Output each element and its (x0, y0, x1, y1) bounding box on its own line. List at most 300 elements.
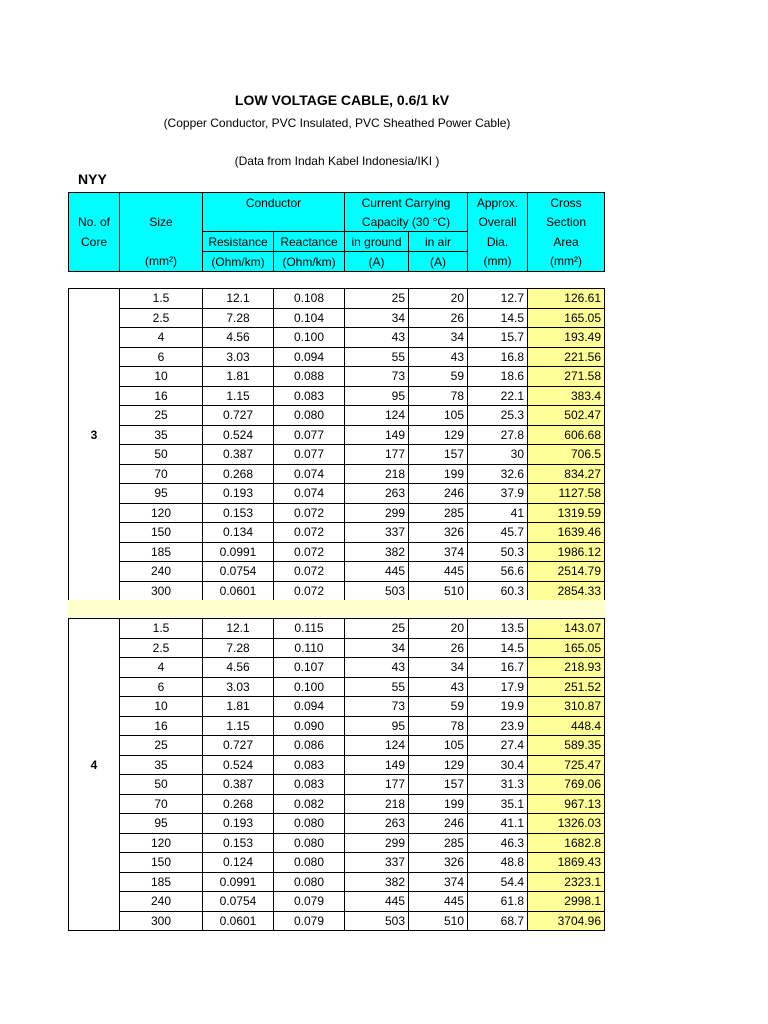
cell-core (69, 289, 120, 309)
header-in-ground-unit: (A) (345, 252, 409, 272)
cell-in-air: 20 (409, 619, 468, 639)
cell-reactance: 0.100 (274, 677, 345, 697)
cell-in-ground: 73 (345, 697, 409, 717)
cell-cross-section: 165.05 (528, 308, 605, 328)
cell-size: 10 (120, 697, 203, 717)
cell-size: 25 (120, 736, 203, 756)
cell-in-air: 59 (409, 697, 468, 717)
cell-cross-section: 165.05 (528, 638, 605, 658)
cell-core (69, 347, 120, 367)
table-row (69, 406, 605, 426)
table-row (69, 581, 605, 601)
cell-resistance: 7.28 (203, 638, 274, 658)
cell-core (69, 386, 120, 406)
cell-cross-section: 2854.33 (528, 581, 605, 601)
cell-resistance: 0.524 (203, 425, 274, 445)
table-row (69, 308, 605, 328)
cell-overall-dia: 45.7 (468, 523, 528, 543)
cell-in-air: 34 (409, 328, 468, 348)
cell-in-air: 445 (409, 892, 468, 912)
cell-size: 240 (120, 892, 203, 912)
cell-overall-dia: 54.4 (468, 872, 528, 892)
cell-in-ground: 445 (345, 892, 409, 912)
cell-resistance: 0.153 (203, 503, 274, 523)
cell-cross-section: 769.06 (528, 775, 605, 795)
cell-in-ground: 299 (345, 503, 409, 523)
cell-core (69, 581, 120, 601)
cell-reactance: 0.080 (274, 853, 345, 873)
cell-resistance: 0.268 (203, 464, 274, 484)
cell-in-ground: 149 (345, 425, 409, 445)
cell-overall-dia: 27.4 (468, 736, 528, 756)
cell-cross-section: 502.47 (528, 406, 605, 426)
cell-in-ground: 177 (345, 445, 409, 465)
cell-core (69, 697, 120, 717)
cell-size: 35 (120, 755, 203, 775)
cell-resistance: 4.56 (203, 658, 274, 678)
page-subtitle: (Copper Conductor, PVC Insulated, PVC Sheathed Power Cable) (163, 116, 511, 130)
cell-in-air: 326 (409, 853, 468, 873)
cell-in-ground: 73 (345, 367, 409, 387)
cell-in-ground: 43 (345, 328, 409, 348)
cell-size: 10 (120, 367, 203, 387)
header-table (68, 192, 605, 272)
cell-in-ground: 124 (345, 406, 409, 426)
cell-in-ground: 95 (345, 716, 409, 736)
cell-overall-dia: 15.7 (468, 328, 528, 348)
cell-in-air: 26 (409, 308, 468, 328)
header-dia: Dia. (468, 232, 528, 252)
cell-core (69, 853, 120, 873)
cell-cross-section: 2323.1 (528, 872, 605, 892)
cell-core (69, 736, 120, 756)
cell-reactance: 0.072 (274, 523, 345, 543)
cell-size: 2.5 (120, 638, 203, 658)
cell-overall-dia: 19.9 (468, 697, 528, 717)
cell-cross-section: 383.4 (528, 386, 605, 406)
header-in-ground: in ground (345, 232, 409, 252)
cell-in-ground: 55 (345, 347, 409, 367)
cell-reactance: 0.072 (274, 562, 345, 582)
cell-resistance: 0.0754 (203, 562, 274, 582)
cell-in-ground: 34 (345, 638, 409, 658)
cell-overall-dia: 12.7 (468, 289, 528, 309)
cell-in-air: 374 (409, 872, 468, 892)
cell-reactance: 0.094 (274, 697, 345, 717)
cell-cross-section: 1682.8 (528, 833, 605, 853)
cell-core (69, 794, 120, 814)
cell-in-ground: 382 (345, 872, 409, 892)
cell-size: 120 (120, 833, 203, 853)
table-row (69, 425, 605, 445)
cell-size: 16 (120, 716, 203, 736)
cell-resistance: 1.81 (203, 697, 274, 717)
table-row (69, 503, 605, 523)
cell-in-air: 34 (409, 658, 468, 678)
header-resistance-unit: (Ohm/km) (203, 252, 274, 272)
table-name: NYY (78, 171, 107, 187)
cell-reactance: 0.079 (274, 911, 345, 931)
cell-overall-dia: 60.3 (468, 581, 528, 601)
cell-in-ground: 337 (345, 523, 409, 543)
header-cell (69, 252, 120, 272)
cell-cross-section: 834.27 (528, 464, 605, 484)
cell-in-ground: 263 (345, 484, 409, 504)
cell-cross-section: 221.56 (528, 347, 605, 367)
cell-reactance: 0.108 (274, 289, 345, 309)
table-row (69, 911, 605, 931)
cell-size: 4 (120, 658, 203, 678)
header-overall: Overall (468, 212, 528, 232)
cell-overall-dia: 25.3 (468, 406, 528, 426)
cell-cross-section: 1319.59 (528, 503, 605, 523)
cell-resistance: 0.134 (203, 523, 274, 543)
cell-resistance: 0.153 (203, 833, 274, 853)
cell-size: 16 (120, 386, 203, 406)
cell-core (69, 503, 120, 523)
table-row (69, 542, 605, 562)
cell-resistance: 0.124 (203, 853, 274, 873)
cell-core (69, 638, 120, 658)
cell-resistance: 4.56 (203, 328, 274, 348)
cell-overall-dia: 48.8 (468, 853, 528, 873)
cell-size: 185 (120, 872, 203, 892)
table-row (69, 464, 605, 484)
cell-cross-section: 725.47 (528, 755, 605, 775)
cell-size: 70 (120, 464, 203, 484)
cell-size: 185 (120, 542, 203, 562)
cell-size: 1.5 (120, 289, 203, 309)
cell-reactance: 0.077 (274, 425, 345, 445)
cell-size: 95 (120, 484, 203, 504)
cell-core (69, 716, 120, 736)
cell-in-air: 43 (409, 677, 468, 697)
cell-overall-dia: 68.7 (468, 911, 528, 931)
cell-cross-section: 2998.1 (528, 892, 605, 912)
cell-resistance: 1.15 (203, 386, 274, 406)
table-row (69, 794, 605, 814)
cell-reactance: 0.083 (274, 386, 345, 406)
cell-resistance: 0.0754 (203, 892, 274, 912)
cell-in-air: 78 (409, 716, 468, 736)
cell-overall-dia: 14.5 (468, 638, 528, 658)
cell-cross-section: 310.87 (528, 697, 605, 717)
cell-size: 95 (120, 814, 203, 834)
cell-resistance: 3.03 (203, 677, 274, 697)
cell-in-air: 43 (409, 347, 468, 367)
page-title: LOW VOLTAGE CABLE, 0.6/1 kV (234, 92, 450, 108)
cell-size: 25 (120, 406, 203, 426)
cell-reactance: 0.115 (274, 619, 345, 639)
cell-reactance: 0.072 (274, 542, 345, 562)
table-row (69, 814, 605, 834)
cell-cross-section: 3704.96 (528, 911, 605, 931)
cell-resistance: 0.0601 (203, 911, 274, 931)
cell-size: 150 (120, 523, 203, 543)
cell-core (69, 464, 120, 484)
cell-cross-section: 1639.46 (528, 523, 605, 543)
cell-core: 4 (69, 755, 120, 775)
cell-resistance: 12.1 (203, 619, 274, 639)
cell-in-ground: 382 (345, 542, 409, 562)
cell-in-air: 246 (409, 484, 468, 504)
cell-size: 2.5 (120, 308, 203, 328)
cell-reactance: 0.088 (274, 367, 345, 387)
cell-reactance: 0.082 (274, 794, 345, 814)
cell-core (69, 892, 120, 912)
cell-in-air: 59 (409, 367, 468, 387)
cell-reactance: 0.080 (274, 872, 345, 892)
cell-in-air: 157 (409, 445, 468, 465)
cell-reactance: 0.083 (274, 755, 345, 775)
table-row (69, 658, 605, 678)
table-row (69, 677, 605, 697)
cell-overall-dia: 17.9 (468, 677, 528, 697)
table-row (69, 367, 605, 387)
cell-resistance: 7.28 (203, 308, 274, 328)
cell-in-ground: 503 (345, 581, 409, 601)
cell-core (69, 911, 120, 931)
cell-size: 240 (120, 562, 203, 582)
cell-resistance: 0.387 (203, 445, 274, 465)
cell-reactance: 0.072 (274, 581, 345, 601)
header-no-of: No. of (69, 212, 120, 232)
table-row (69, 833, 605, 853)
cell-overall-dia: 61.8 (468, 892, 528, 912)
cell-size: 35 (120, 425, 203, 445)
cell-in-air: 285 (409, 833, 468, 853)
cell-reactance: 0.080 (274, 833, 345, 853)
cell-size: 300 (120, 911, 203, 931)
header-cross: Cross (528, 193, 605, 213)
cell-core (69, 406, 120, 426)
table-row (69, 562, 605, 582)
cell-cross-section: 251.52 (528, 677, 605, 697)
cell-core (69, 872, 120, 892)
cell-in-air: 246 (409, 814, 468, 834)
cell-in-ground: 337 (345, 853, 409, 873)
header-conductor: Conductor (203, 193, 345, 213)
cell-core: 3 (69, 425, 120, 445)
header-reactance: Reactance (274, 232, 345, 252)
header-ccc-line1: Current Carrying (345, 193, 468, 213)
cell-in-ground: 25 (345, 619, 409, 639)
data-table-core-4 (68, 618, 605, 931)
cell-reactance: 0.094 (274, 347, 345, 367)
header-core: Core (69, 232, 120, 252)
cell-in-air: 129 (409, 755, 468, 775)
cell-in-air: 326 (409, 523, 468, 543)
cell-overall-dia: 14.5 (468, 308, 528, 328)
cell-reactance: 0.074 (274, 464, 345, 484)
cell-overall-dia: 46.3 (468, 833, 528, 853)
cell-overall-dia: 35.1 (468, 794, 528, 814)
cell-overall-dia: 37.9 (468, 484, 528, 504)
cell-overall-dia: 23.9 (468, 716, 528, 736)
cell-resistance: 0.727 (203, 736, 274, 756)
cell-core (69, 814, 120, 834)
table-row (69, 386, 605, 406)
cell-core (69, 677, 120, 697)
cell-cross-section: 218.93 (528, 658, 605, 678)
cell-resistance: 0.0991 (203, 542, 274, 562)
cell-core (69, 484, 120, 504)
table-row (69, 755, 605, 775)
group-separator (68, 600, 606, 617)
cell-resistance: 0.268 (203, 794, 274, 814)
cell-core (69, 775, 120, 795)
cell-cross-section: 967.13 (528, 794, 605, 814)
cell-core (69, 542, 120, 562)
cell-in-ground: 124 (345, 736, 409, 756)
cell-overall-dia: 13.5 (468, 619, 528, 639)
cell-size: 150 (120, 853, 203, 873)
cell-reactance: 0.100 (274, 328, 345, 348)
header-in-air: in air (409, 232, 468, 252)
cell-in-air: 20 (409, 289, 468, 309)
cell-size: 120 (120, 503, 203, 523)
header-cell (69, 193, 120, 213)
cell-in-ground: 445 (345, 562, 409, 582)
cell-in-ground: 43 (345, 658, 409, 678)
cell-resistance: 12.1 (203, 289, 274, 309)
cell-in-air: 445 (409, 562, 468, 582)
cell-cross-section: 271.58 (528, 367, 605, 387)
cell-in-air: 199 (409, 794, 468, 814)
table-row (69, 716, 605, 736)
header-cell (120, 193, 203, 213)
header-resistance: Resistance (203, 232, 274, 252)
cell-in-air: 199 (409, 464, 468, 484)
cell-in-air: 105 (409, 406, 468, 426)
cell-in-ground: 218 (345, 464, 409, 484)
header-cell (120, 232, 203, 252)
header-section: Section (528, 212, 605, 232)
cell-size: 6 (120, 347, 203, 367)
cell-overall-dia: 27.8 (468, 425, 528, 445)
cell-size: 300 (120, 581, 203, 601)
header-in-air-unit: (A) (409, 252, 468, 272)
cell-cross-section: 1869.43 (528, 853, 605, 873)
cell-resistance: 0.387 (203, 775, 274, 795)
header-ccc-line2: Capacity (30 °C) (345, 212, 468, 232)
table-row (69, 328, 605, 348)
cell-in-ground: 149 (345, 755, 409, 775)
cell-size: 50 (120, 445, 203, 465)
cell-in-ground: 25 (345, 289, 409, 309)
cell-reactance: 0.086 (274, 736, 345, 756)
header-size: Size (120, 212, 203, 232)
cell-in-air: 157 (409, 775, 468, 795)
cell-size: 1.5 (120, 619, 203, 639)
header-cell (203, 212, 345, 232)
cell-overall-dia: 16.7 (468, 658, 528, 678)
cell-resistance: 0.727 (203, 406, 274, 426)
cell-reactance: 0.080 (274, 814, 345, 834)
cell-in-ground: 177 (345, 775, 409, 795)
cell-overall-dia: 50.3 (468, 542, 528, 562)
cell-cross-section: 448.4 (528, 716, 605, 736)
cell-cross-section: 193.49 (528, 328, 605, 348)
cell-core (69, 523, 120, 543)
table-row (69, 445, 605, 465)
cell-overall-dia: 31.3 (468, 775, 528, 795)
cell-overall-dia: 30 (468, 445, 528, 465)
cell-reactance: 0.074 (274, 484, 345, 504)
cell-core (69, 367, 120, 387)
cell-reactance: 0.104 (274, 308, 345, 328)
cell-cross-section: 1127.58 (528, 484, 605, 504)
cell-reactance: 0.079 (274, 892, 345, 912)
cell-in-air: 105 (409, 736, 468, 756)
cell-reactance: 0.090 (274, 716, 345, 736)
cell-in-air: 510 (409, 581, 468, 601)
cell-reactance: 0.110 (274, 638, 345, 658)
cell-resistance: 3.03 (203, 347, 274, 367)
header-size-unit: (mm²) (120, 252, 203, 272)
header-dia-unit: (mm) (468, 252, 528, 272)
table-row (69, 619, 605, 639)
cell-size: 4 (120, 328, 203, 348)
cell-reactance: 0.107 (274, 658, 345, 678)
table-row (69, 523, 605, 543)
cell-core (69, 619, 120, 639)
cell-cross-section: 589.35 (528, 736, 605, 756)
cell-in-air: 26 (409, 638, 468, 658)
table-row (69, 736, 605, 756)
cell-in-air: 78 (409, 386, 468, 406)
cell-core (69, 308, 120, 328)
cell-overall-dia: 56.6 (468, 562, 528, 582)
table-row (69, 697, 605, 717)
cell-reactance: 0.080 (274, 406, 345, 426)
header-area-unit: (mm²) (528, 252, 605, 272)
cell-in-air: 285 (409, 503, 468, 523)
cell-resistance: 0.0601 (203, 581, 274, 601)
cell-cross-section: 2514.79 (528, 562, 605, 582)
cell-reactance: 0.083 (274, 775, 345, 795)
header-area: Area (528, 232, 605, 252)
cell-in-ground: 263 (345, 814, 409, 834)
cell-size: 50 (120, 775, 203, 795)
header-reactance-unit: (Ohm/km) (274, 252, 345, 272)
cell-in-ground: 503 (345, 911, 409, 931)
cell-overall-dia: 32.6 (468, 464, 528, 484)
cell-core (69, 833, 120, 853)
table-row (69, 638, 605, 658)
cell-overall-dia: 22.1 (468, 386, 528, 406)
cell-in-air: 510 (409, 911, 468, 931)
cell-overall-dia: 18.6 (468, 367, 528, 387)
cell-in-ground: 34 (345, 308, 409, 328)
table-row (69, 872, 605, 892)
table-row (69, 289, 605, 309)
cell-resistance: 0.193 (203, 814, 274, 834)
cell-cross-section: 606.68 (528, 425, 605, 445)
cell-cross-section: 143.07 (528, 619, 605, 639)
header-approx: Approx. (468, 193, 528, 213)
cell-resistance: 1.15 (203, 716, 274, 736)
cell-core (69, 658, 120, 678)
cell-reactance: 0.077 (274, 445, 345, 465)
cell-in-ground: 95 (345, 386, 409, 406)
cell-resistance: 0.193 (203, 484, 274, 504)
cell-resistance: 0.524 (203, 755, 274, 775)
cell-cross-section: 1326.03 (528, 814, 605, 834)
cell-overall-dia: 41.1 (468, 814, 528, 834)
cell-overall-dia: 30.4 (468, 755, 528, 775)
cell-in-air: 129 (409, 425, 468, 445)
